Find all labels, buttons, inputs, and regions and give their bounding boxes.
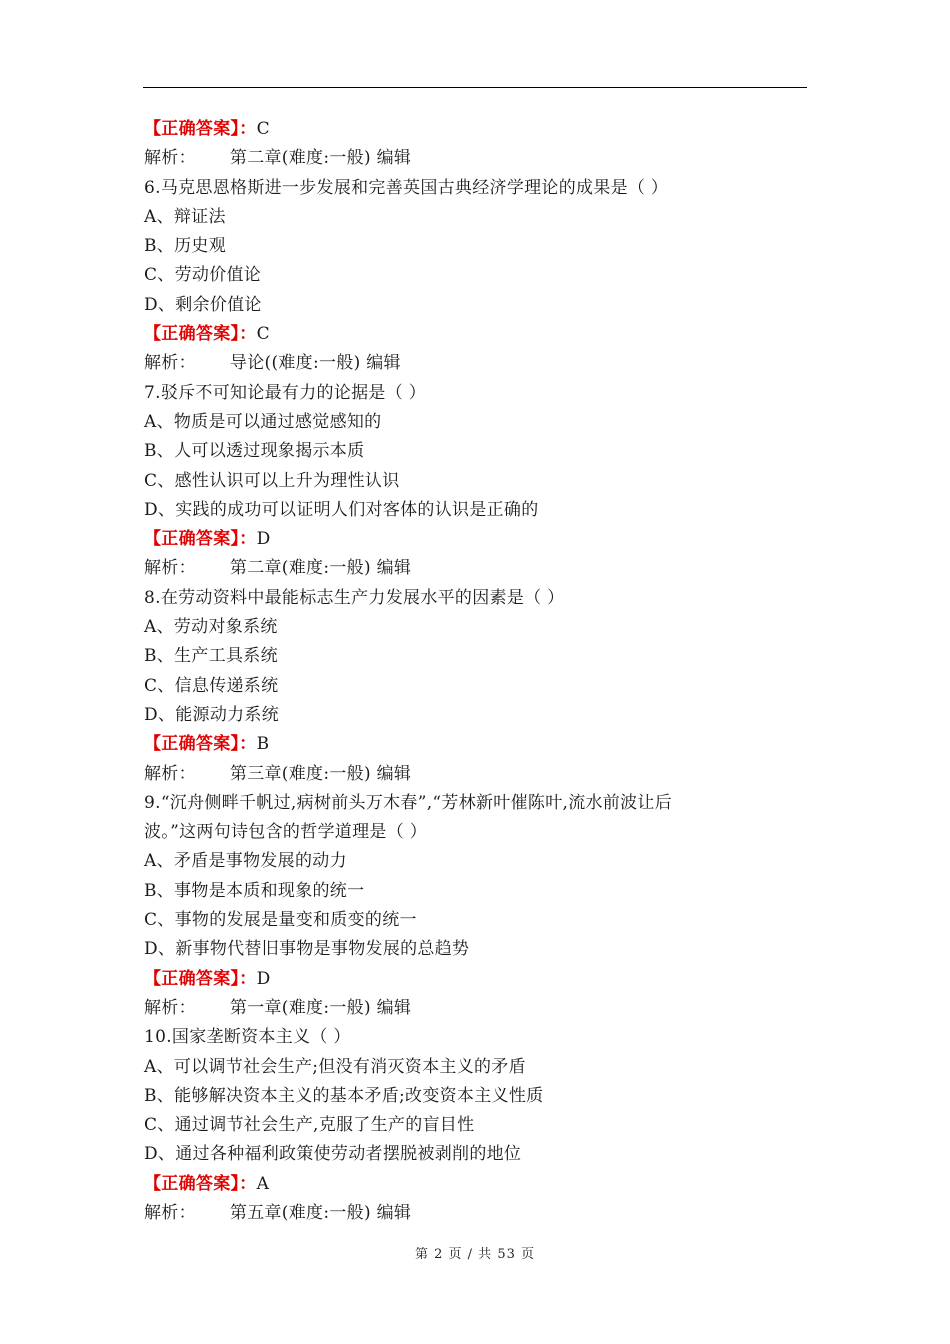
answer-line [144,730,808,759]
document-body [144,115,808,1228]
answer-value: B [256,734,270,755]
answer-value: C [256,119,270,139]
answer-label: 【正确答案】： [144,119,257,139]
option-c: C、劳动价值论 [144,265,262,286]
question-text-continued: 波。”这两句诗包含的哲学道理是（ ） [144,822,427,843]
analysis-line [144,994,808,1023]
option-b: B、能够解决资本主义的基本矛盾;改变资本主义性质 [144,1085,544,1106]
option-c: C、信息传递系统 [144,675,279,696]
option-d: D、剩余价值论 [144,294,262,315]
answer-label: 【正确答案】： [144,734,257,755]
answer-value: C [256,324,270,345]
question-text: 7.驳斥不可知论最有力的论据是（ ） [144,382,427,403]
analysis-text: 第二章(难度:一般) 编辑 [229,148,412,169]
option-c: C、感性认识可以上升为理性认识 [144,470,400,491]
question-text: 9.“沉舟侧畔千帆过,病树前头万木春”,“芳林新叶催陈叶,流水前波让后 [144,792,673,813]
analysis-line [144,349,808,378]
analysis-label: 解析： [144,997,196,1018]
option-b: B、历史观 [144,236,226,257]
option-a: A、物质是可以通过感觉感知的 [144,411,382,432]
header-rule [143,87,807,88]
answer-value: A [256,1173,270,1194]
analysis-text: 第二章(难度:一般) 编辑 [229,558,412,579]
answer-label: 【正确答案】： [144,968,257,989]
answer-label: 【正确答案】： [144,1173,257,1194]
analysis-text: 第五章(难度:一般) 编辑 [229,1202,412,1223]
option-b: B、事物是本质和现象的统一 [144,880,365,901]
answer-value: D [256,529,271,550]
option-b: B、人可以透过现象揭示本质 [144,441,365,462]
analysis-text: 第三章(难度:一般) 编辑 [229,763,412,784]
option-c: C、事物的发展是量变和质变的统一 [144,910,417,931]
option-a: A、辩证法 [144,206,226,227]
analysis-label: 解析： [144,763,196,784]
analysis-label: 解析： [144,558,196,579]
option-a: A、矛盾是事物发展的动力 [144,851,347,872]
answer-label: 【正确答案】： [144,529,257,550]
option-c: C、通过调节社会生产,克服了生产的盲目性 [144,1115,475,1136]
answer-line [144,320,808,349]
option-d: D、实践的成功可以证明人们对客体的认识是正确的 [144,499,539,520]
answer-line [144,965,808,994]
option-d: D、能源动力系统 [144,704,280,725]
option-a: A、可以调节社会生产;但没有消灭资本主义的矛盾 [144,1056,526,1077]
analysis-line [144,554,808,583]
option-a: A、劳动对象系统 [144,617,278,638]
question-text: 8.在劳动资料中最能标志生产力发展水平的因素是（ ） [144,587,565,608]
answer-line [144,1170,808,1199]
answer-label: 【正确答案】： [144,324,257,345]
option-d: D、新事物代替旧事物是事物发展的总趋势 [144,939,470,960]
option-d: D、通过各种福利政策使劳动者摆脱被剥削的地位 [144,1144,522,1165]
analysis-text: 导论((难度:一般) 编辑 [229,353,401,374]
analysis-line [144,144,808,173]
answer-line [144,115,808,144]
analysis-line [144,760,808,789]
answer-line [144,525,808,554]
analysis-label: 解析： [144,353,196,374]
question-text: 6.马克思恩格斯进一步发展和完善英国古典经济学理论的成果是（ ） [144,177,669,198]
analysis-label: 解析： [144,148,196,169]
analysis-line [144,1199,808,1228]
analysis-text: 第一章(难度:一般) 编辑 [229,997,412,1018]
answer-value: D [256,968,271,989]
page-footer: 第 2 页 / 共 53 页 [415,1247,535,1262]
analysis-label: 解析： [144,1202,196,1223]
question-text: 10.国家垄断资本主义（ ） [144,1027,351,1048]
option-b: B、生产工具系统 [144,646,278,667]
